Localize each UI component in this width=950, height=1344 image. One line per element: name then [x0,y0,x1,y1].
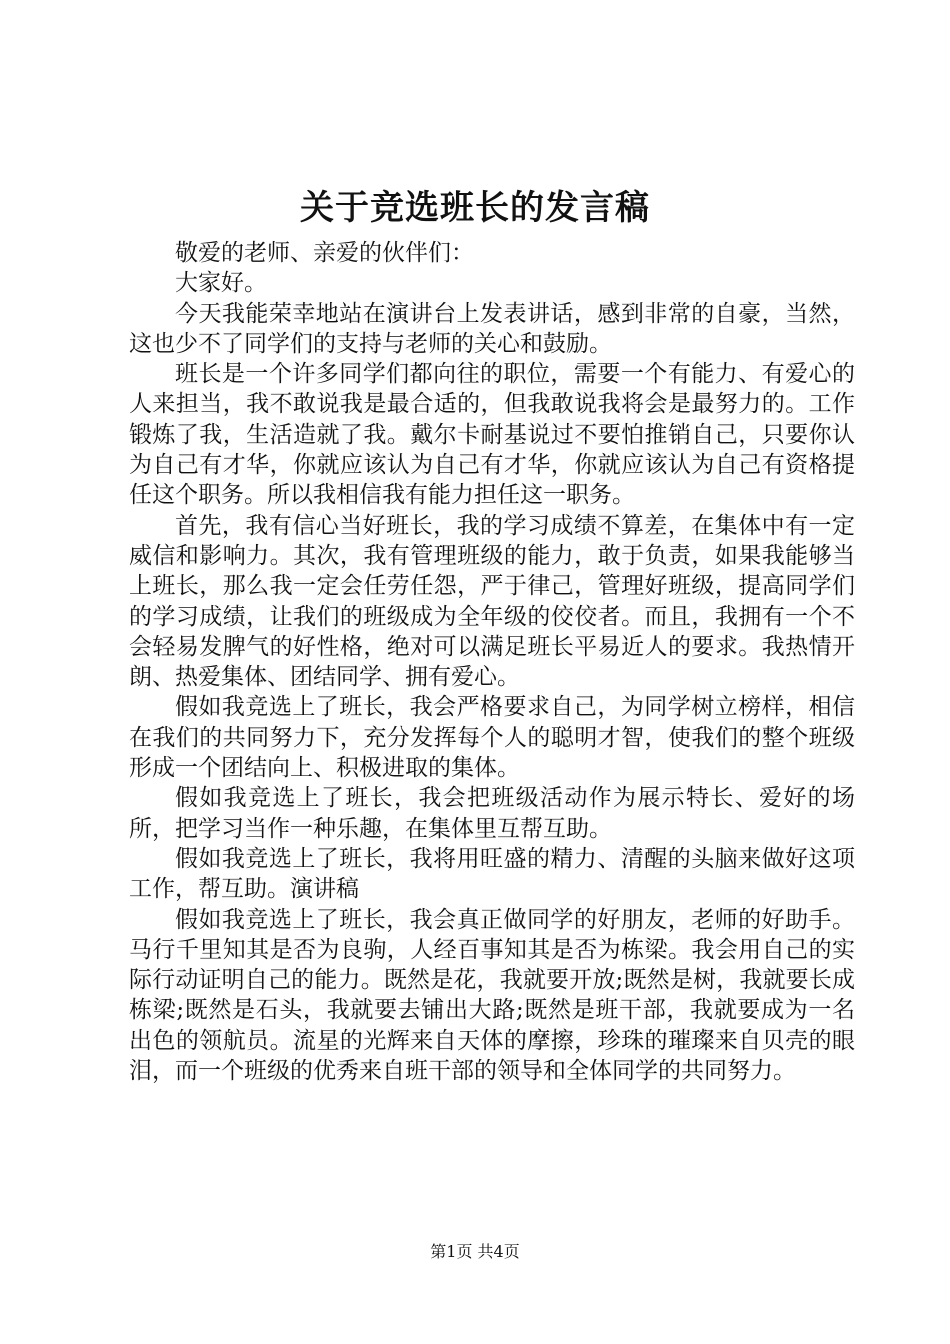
page-title: 关于竞选班长的发言稿 [300,188,650,228]
paragraph: 假如我竞选上了班长，我将用旺盛的精力、清醒的头脑来做好这项工作，帮互助。演讲稿 [129,845,855,903]
paragraph: 假如我竞选上了班长，我会真正做同学的好朋友，老师的好助手。马行千里知其是否为良驹，人经百事知其是否为栋梁。我会用自己的实际行动证明自己的能力。既然是花，我就要开放;既然是树，我就要长成栋梁;既然是石头，我就要去铺出大路;既然是班干部，我就要成为一名出色的领航员。流星的光辉来自天体的摩擦，珍珠的璀璨来自贝壳的眼泪，而一个班级的优秀来自班干部的领导和全体同学的共同努力。 [129,906,855,1085]
paragraph: 班长是一个许多同学们都向往的职位，需要一个有能力、有爱心的人来担当，我不敢说我是最合适的，但我敢说我将会是最努力的。工作锻炼了我，生活造就了我。戴尔卡耐基说过不要怕推销自己，只要你认为自己有才华，你就应该认为自己有才华，你就应该认为自己有资格提任这个职务。所以我相信我有能力担任这一职务。 [129,361,855,509]
paragraph: 今天我能荣幸地站在演讲台上发表讲话，感到非常的自豪，当然，这也少不了同学们的支持与老师的关心和鼓励。 [129,300,855,357]
page-number-footer: 第1页 共4页 [430,1242,520,1261]
paragraph: 首先，我有信心当好班长，我的学习成绩不算差，在集体中有一定威信和影响力。其次，我有管理班级的能力，敢于负责，如果我能够当上班长，那么我一定会任劳任怨，严于律己，管理好班级，提高同学们的学习成绩，让我们的班级成为全年级的佼佼者。而且，我拥有一个不会轻易发脾气的好性格，绝对可以满足班长平易近人的要求。我热情开朗、热爱集体、团结同学、拥有爱心。 [129,512,855,691]
paragraph: 假如我竞选上了班长，我会严格要求自己，为同学树立榜样，相信在我们的共同努力下，充分发挥每个人的聪明才智，使我们的整个班级形成一个团结向上、积极进取的集体。 [129,694,855,782]
paragraph-greeting: 大家好。 [175,270,267,297]
paragraph: 假如我竞选上了班长，我会把班级活动作为展示特长、爱好的场所，把学习当作一种乐趣，在集体里互帮互助。 [129,785,855,842]
paragraph-salutation: 敬爱的老师、亲爱的伙伴们： [175,240,474,266]
document-body [129,238,855,1086]
